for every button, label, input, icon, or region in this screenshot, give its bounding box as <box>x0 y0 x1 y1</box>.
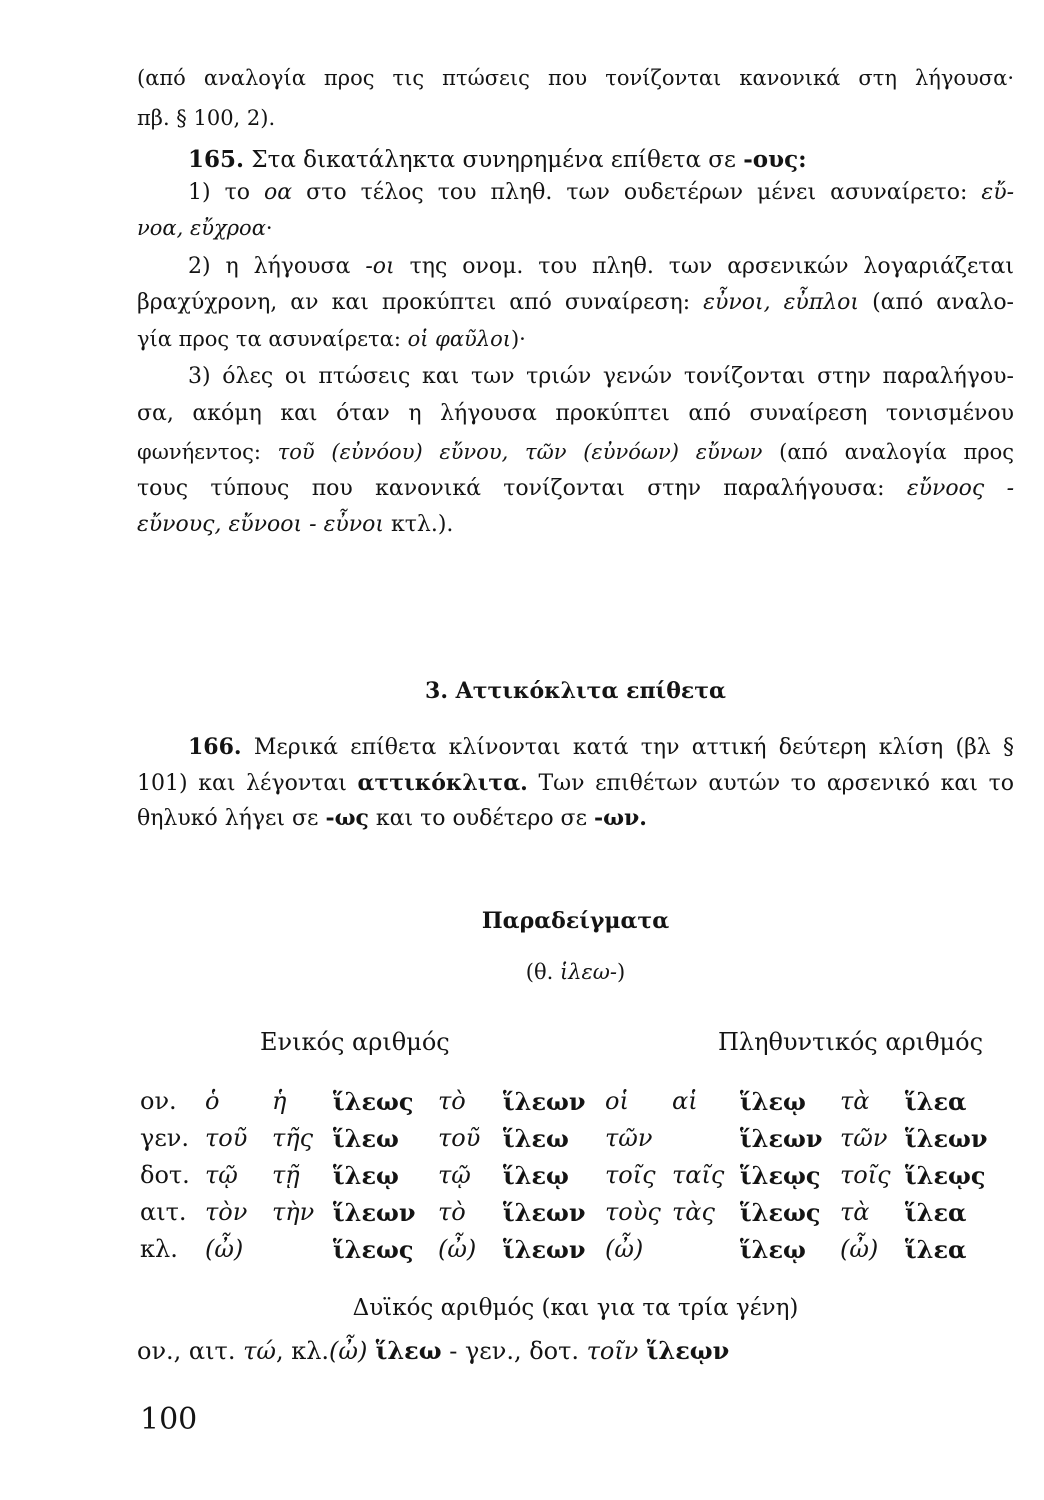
table-cell-w4: ἵλεῳς <box>905 1161 986 1190</box>
section-166-line-2 <box>137 770 1014 796</box>
table-cell-w4: ἵλεα <box>905 1235 967 1264</box>
table-cell-case: αιτ. <box>140 1198 187 1226</box>
singular-header: Ενικός αριθμός <box>260 1028 450 1056</box>
p2-oi: -οι <box>365 254 395 279</box>
section-165-number: 165. <box>188 146 245 173</box>
dual-text-f: - γεν., δοτ. <box>441 1337 587 1365</box>
dual-vocative: (ὦ) <box>329 1337 368 1365</box>
table-cell-case: γεν. <box>140 1124 189 1152</box>
table-cell-a4: οἱ <box>605 1087 629 1115</box>
table-cell-a1: τὸν <box>205 1198 248 1226</box>
table-cell-a6: τοῖς <box>840 1161 891 1189</box>
table-cell-a2: ἡ <box>272 1087 287 1115</box>
section-165-suffix: -ους: <box>743 146 807 173</box>
section-165-point-3-line-4 <box>137 476 1014 501</box>
table-cell-a1: ὁ <box>205 1087 220 1115</box>
table-cell-a3: τὸ <box>438 1198 466 1226</box>
table-cell-a5: τὰς <box>672 1198 715 1226</box>
table-cell-a6: τῶν <box>840 1124 888 1152</box>
p3-text-c: τους τύπους που κανονικά τονίζονται στην παραλήγουσα: <box>137 476 907 501</box>
section-166-text-3a: θηλυκό λήγει σε <box>137 806 326 831</box>
table-cell-a4: τῶν <box>605 1124 653 1152</box>
section-165-point-1-line-2 <box>137 216 273 240</box>
plural-header: Πληθυντικός αριθμός <box>718 1028 984 1056</box>
table-cell-a3: τὸ <box>438 1087 466 1115</box>
section-166-text-1: Μερικά επίθετα κλίνονται κατά την αττική δεύτερη κλίση (βλ § <box>241 735 1014 760</box>
examples-title: Παραδείγματα <box>481 908 670 934</box>
table-cell-w1: ἵλεω <box>333 1124 399 1153</box>
table-cell-w4: ἵλεων <box>905 1124 988 1153</box>
table-cell-w4: ἵλεα <box>905 1198 967 1227</box>
p3-example-1: τοῦ (εὐνόου) εὔνου, τῶν (εὐνόων) εὔνων <box>277 440 763 464</box>
suffix-ws: -ως <box>325 805 369 831</box>
table-cell-w1: ἵλεως <box>333 1235 414 1264</box>
section-165-point-2-line-1 <box>188 254 1014 279</box>
table-cell-w3: ἵλεων <box>740 1124 823 1153</box>
p1-example-2: νοα, εὔχροα <box>137 216 266 240</box>
dual-header: Δυϊκός αριθμός (και για τα τρία γένη) <box>352 1295 799 1321</box>
p3-text-d: κτλ.). <box>384 512 454 537</box>
dual-text-a: ον., αιτ. <box>137 1337 244 1365</box>
table-cell-w3: ἵλεως <box>740 1198 821 1227</box>
table-cell-w3: ἵλεῳ <box>740 1235 806 1264</box>
p3-example-3: εὔνους, εὔνοοι - εὖνοι <box>137 512 384 537</box>
dual-form-ilew: ἵλεω <box>367 1336 442 1365</box>
section-165-point-3-line-2: σα, ακόμη και όταν η λήγουσα προκύπτει από συναίρεση τονισμένου <box>137 401 1014 426</box>
table-cell-a2: τῇ <box>272 1161 300 1189</box>
p3-text-a: φωνήεντος: <box>137 440 278 464</box>
p2-example: εὖνοι, εὖπλοι <box>703 290 860 315</box>
section-165-point-1-line-1 <box>188 180 1014 205</box>
table-cell-w3: ἵλεῳς <box>740 1161 821 1190</box>
table-cell-a5: αἱ <box>672 1087 698 1115</box>
dual-form-ilewn: ἵλεῳν <box>638 1336 730 1365</box>
section-166-line-3 <box>137 805 647 831</box>
dual-article-tw: τώ <box>243 1337 276 1365</box>
p3-example-2: εὔνοος - <box>906 476 1014 501</box>
p2-text-f: )· <box>510 327 526 351</box>
p1-oa: οα <box>264 180 293 205</box>
p2-example-2: οἱ φαῦλοι <box>407 327 511 351</box>
table-cell-a6: τὰ <box>840 1198 870 1226</box>
dual-text-c: , κλ. <box>275 1337 330 1365</box>
p2-text-e: γία προς τα ασυναίρετα: <box>137 327 408 351</box>
section-165-point-3-line-5 <box>137 512 453 537</box>
section-166-term: αττικόκλιτα. <box>357 770 528 796</box>
p2-text-a: 2) η λήγουσα <box>188 254 366 279</box>
dual-forms <box>137 1336 729 1365</box>
section-165-point-2-line-2 <box>137 290 1014 315</box>
dual-article-toin: τοῖν <box>586 1337 639 1365</box>
table-cell-a5: ταῖς <box>672 1161 725 1189</box>
p1-example-1: εὔ- <box>981 180 1015 205</box>
p3-text-b: (από αναλογία προς <box>762 440 1015 464</box>
table-cell-w3: ἵλεῳ <box>740 1087 806 1116</box>
table-cell-w4: ἵλεα <box>905 1087 967 1116</box>
table-cell-a3: (ὦ) <box>438 1235 477 1263</box>
table-cell-w2: ἵλεων <box>503 1198 586 1227</box>
section-165-heading <box>188 146 807 173</box>
suffix-wn: -ων. <box>593 805 647 831</box>
section-165-point-3-line-3 <box>137 440 1014 464</box>
table-cell-case: κλ. <box>140 1235 178 1263</box>
table-cell-w2: ἵλεω <box>503 1124 569 1153</box>
section-165-point-2-line-3 <box>137 327 526 351</box>
page-number: 100 <box>140 1402 198 1437</box>
section-166-text-3c: και το ουδέτερο σε <box>368 806 594 831</box>
table-cell-w2: ἵλεῳ <box>503 1161 569 1190</box>
section-3-heading: 3. Αττικόκλιτα επίθετα <box>425 678 726 704</box>
table-cell-a6: τὰ <box>840 1087 870 1115</box>
intro-line-2: πβ. § 100, 2). <box>137 106 276 130</box>
table-cell-a1: τῷ <box>205 1161 238 1189</box>
p1-text-b: στο τέλος του πληθ. των ουδετέρων μένει ασυναίρετο: <box>292 180 982 205</box>
table-cell-a6: (ὦ) <box>840 1235 879 1263</box>
table-cell-a2: τὴν <box>272 1198 315 1226</box>
intro-line-1: (από αναλογία προς τις πτώσεις που τονίζονται κανονικά στη λήγουσα· <box>137 66 1014 90</box>
table-cell-a3: τοῦ <box>438 1124 481 1152</box>
section-166-number: 166. <box>188 734 242 760</box>
table-cell-case: ον. <box>140 1087 177 1115</box>
table-cell-w2: ἵλεων <box>503 1235 586 1264</box>
table-cell-a1: (ὦ) <box>205 1235 244 1263</box>
table-cell-a4: τοὺς <box>605 1198 661 1226</box>
table-cell-case: δοτ. <box>140 1161 190 1189</box>
p2-text-d: (από αναλο- <box>859 290 1014 315</box>
table-cell-w1: ἵλεῳ <box>333 1161 399 1190</box>
p2-text-b: της ονομ. του πληθ. των αρσενικών λογαριάζεται <box>394 254 1014 279</box>
p2-text-c: βραχύχρονη, αν και προκύπτει από συναίρεση: <box>137 290 704 315</box>
table-cell-a2: τῆς <box>272 1124 314 1152</box>
examples-theme: (θ. ἱλεω-) <box>525 960 626 984</box>
table-cell-a3: τῷ <box>438 1161 471 1189</box>
section-165-point-3-line-1: 3) όλες οι πτώσεις και των τριών γενών τονίζονται στην παραλήγου- <box>188 364 1014 389</box>
section-166-text-2c: Των επιθέτων αυτών το αρσενικό και το <box>527 771 1014 796</box>
table-cell-a4: τοῖς <box>605 1161 656 1189</box>
p1-end: · <box>265 216 273 240</box>
table-cell-w1: ἵλεων <box>333 1198 416 1227</box>
table-cell-w2: ἵλεων <box>503 1087 586 1116</box>
table-cell-a1: τοῦ <box>205 1124 248 1152</box>
section-166-text-2a: 101) και λέγονται <box>137 771 358 796</box>
section-165-heading-text: Στα δικατάληκτα συνηρημένα επίθετα σε <box>251 147 744 173</box>
table-cell-a4: (ὦ) <box>605 1235 644 1263</box>
table-cell-w1: ἵλεως <box>333 1087 414 1116</box>
p1-text-a: 1) το <box>188 180 265 205</box>
section-166-line-1 <box>188 734 1014 760</box>
